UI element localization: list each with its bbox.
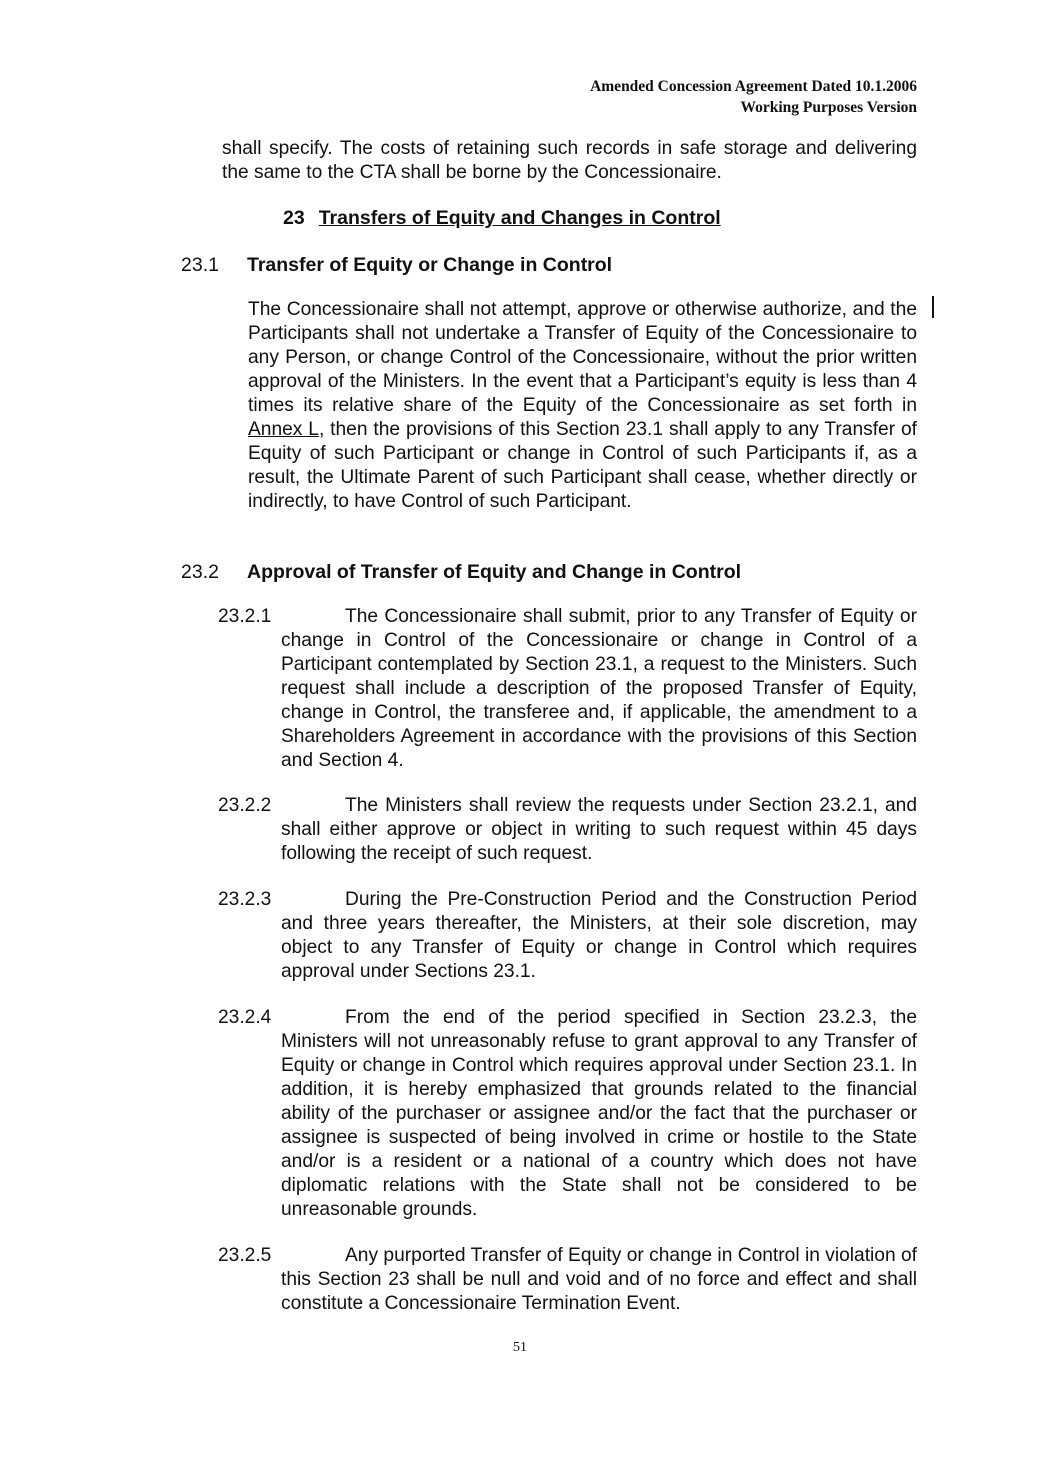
clause-23-2-1: [218, 605, 917, 773]
clause-number: 23.2.5: [218, 1245, 272, 1266]
body-text-part1: The Concessionaire shall not attempt, approve or otherwise authorize, and the Participants shall not undertake a Transfer of Equity of the Concessionaire to any Person, or change Control of the Concessionaire, without the prior written approval of the Ministers. In the event that a Participant’s equity is less than 4 times its relative share of the Equity of the Concessionaire as set forth in: [248, 299, 917, 416]
clause-number: 23.2.2: [218, 795, 272, 816]
subsection-title: Approval of Transfer of Equity and Change in Control: [247, 561, 742, 583]
intro-paragraph: shall specify. The costs of retaining such records in safe storage and delivering the same to the CTA shall be borne by the Concessionaire.: [222, 138, 917, 183]
clause-text: The Concessionaire shall submit, prior to any Transfer of Equity or change in Control of the Concessionaire or change in Control of a Participant contemplated by Section 23.1, a request to the Ministers. Such request shall include a description of the proposed Transfer of Equity, change in Control, the transferee and, if applicable, the amendment to a Shareholders Agreement in accordance with the provisions of this Section and Section 4.: [281, 606, 917, 771]
clause-text: The Ministers shall review the requests under Section 23.2.1, and shall either approve or object in writing to such request within 45 days following the receipt of such request.: [281, 795, 917, 864]
page-number: 51: [513, 1340, 527, 1355]
subsection-heading-23-1: [181, 252, 612, 278]
subsection-title: Transfer of Equity or Change in Control: [247, 254, 613, 276]
running-header: [590, 76, 917, 118]
header-version: Working Purposes Version: [740, 99, 917, 116]
clause-text: During the Pre-Construction Period and the Construction Period and three years thereafter, the Ministers, at their sole discretion, may object to any Transfer of Equity or change in Control which requires approval under Sections 23.1.: [281, 889, 917, 982]
clause-23-2-2: [218, 794, 917, 866]
header-title: Amended Concession Agreement Dated 10.1.2006: [590, 78, 917, 95]
subsection-23-1-body: [248, 298, 917, 514]
clause-text: Any purported Transfer of Equity or change in Control in violation of this Section 23 shall be null and void and of no force and effect and shall constitute a Concessionaire Termination Event.: [281, 1245, 917, 1314]
revision-change-bar: [932, 296, 934, 318]
clause-number: 23.2.1: [218, 606, 272, 627]
subsection-number: 23.1: [181, 254, 219, 276]
clause-23-2-5: [218, 1244, 917, 1316]
section-number: 23: [283, 207, 305, 229]
section-heading: [283, 205, 721, 231]
clause-number: 23.2.4: [218, 1007, 272, 1028]
section-title: Transfers of Equity and Changes in Control: [318, 207, 721, 229]
clause-23-2-4: [218, 1006, 917, 1222]
clause-text: From the end of the period specified in Section 23.2.3, the Ministers will not unreasonably refuse to grant approval to any Transfer of Equity or change in Control which requires approval under Section 23.1. In addition, it is hereby emphasized that grounds related to the financial ability of the purchaser or assignee and/or the fact that the purchaser or assignee is suspected of being involved in crime or hostile to the State and/or is a resident or a national of a country which does not have diplomatic relations with the State shall not be considered to be unreasonable grounds.: [281, 1007, 917, 1220]
clause-number: 23.2.3: [218, 889, 272, 910]
subsection-number: 23.2: [181, 561, 219, 583]
body-text-part2: , then the provisions of this Section 23.1 shall apply to any Transfer of Equity of such Participant or change in Control of such Participants if, as a result, the Ultimate Parent of such Participant shall cease, whether directly or indirectly, to have Control of such Participant.: [248, 419, 917, 512]
clause-23-2-3: [218, 888, 917, 984]
annex-l-link[interactable]: Annex L: [248, 419, 319, 440]
subsection-heading-23-2: [181, 559, 741, 585]
